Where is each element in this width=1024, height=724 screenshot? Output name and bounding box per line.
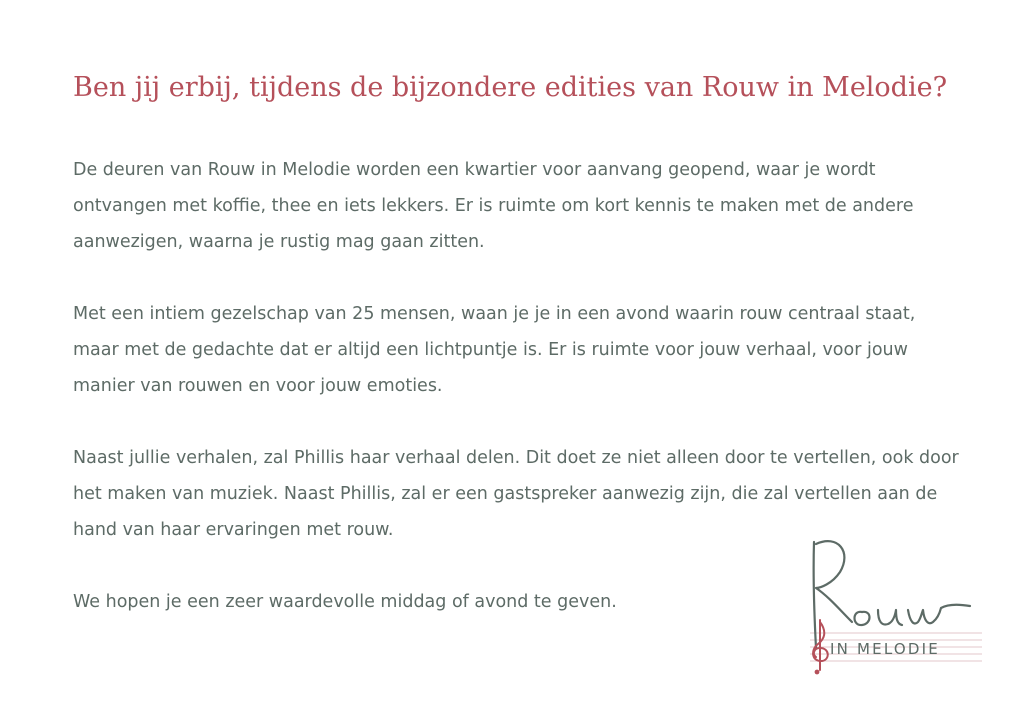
paragraph-gathering: Met een intiem gezelschap van 25 mensen, waan je je in een avond waarin rouw centraal staat, maar met de gedachte dat er altijd een lichtpuntje is. Er is ruimte voor jouw verhaal, voor jouw manier van rouwen en voor jouw emoties. xyxy=(73,304,916,396)
rouw-in-melodie-logo xyxy=(790,530,990,680)
rouw-script-signature xyxy=(814,541,970,648)
paragraph-stories: Naast jullie verhalen, zal Phillis haar verhaal delen. Dit doet ze niet alleen door te vertellen, ook door het maken van muziek. Naast Phillis, zal er een gastspreker aanwezig zijn, die zal vertellen aan de hand van haar ervaringen met rouw. xyxy=(73,448,959,540)
logo-subtitle: IN MELODIE xyxy=(830,640,940,658)
page-title: Ben jij erbij, tijdens de bijzondere edities van Rouw in Melodie? xyxy=(73,72,948,103)
paragraph-arrival: De deuren van Rouw in Melodie worden een kwartier voor aanvang geopend, waar je wordt ontvangen met koffie, thee en iets lekkers. Er is ruimte om kort kennis te maken met de andere aanwezigen, waarna je rustig mag gaan zitten. xyxy=(73,160,914,252)
paragraph-closing: We hopen je een zeer waardevolle middag of avond te geven. xyxy=(73,592,617,612)
